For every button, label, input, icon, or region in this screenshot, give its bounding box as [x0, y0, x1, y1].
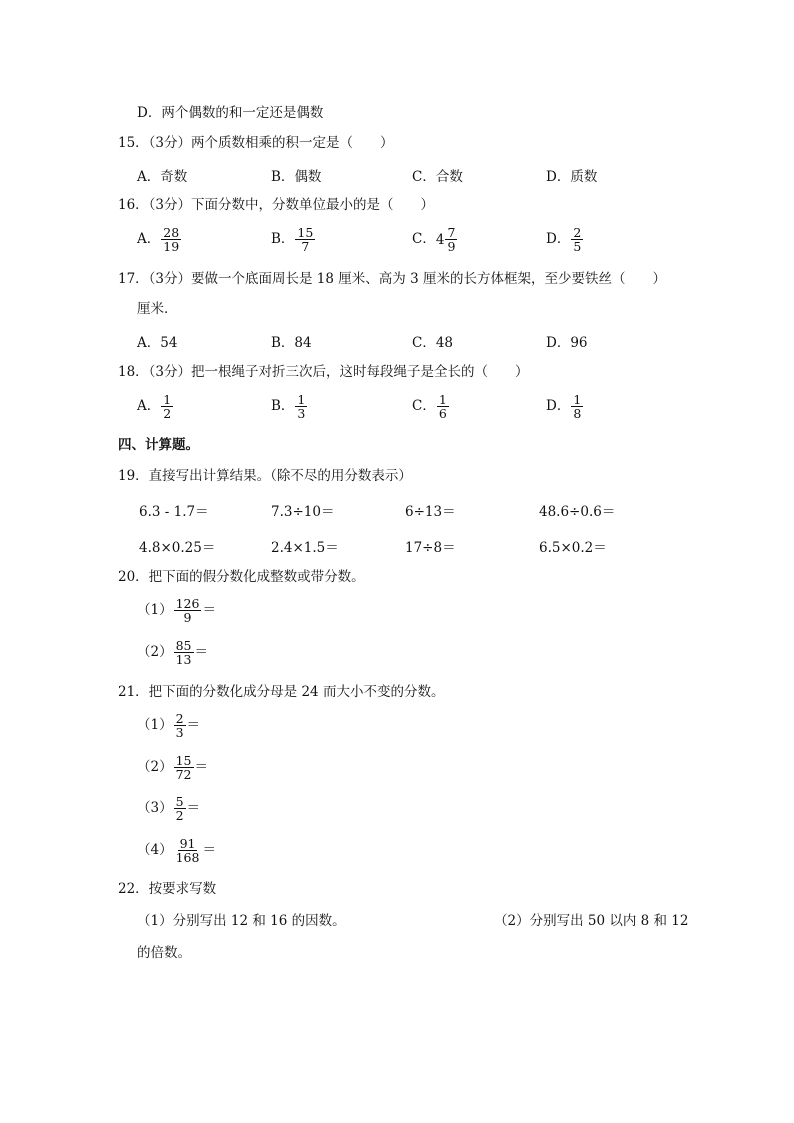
q20-stem: 20．把下面的假分数化成整数或带分数。 [118, 569, 365, 585]
item-label: （1） [137, 717, 173, 733]
q19-expr: 6.3 - 1.7＝ [139, 504, 209, 520]
q19-expr: 48.6÷0.6＝ [539, 504, 616, 520]
mixed-number [436, 226, 459, 253]
section-4-title: 四、计算题。 [118, 437, 199, 453]
equals-sign: ＝ [194, 644, 208, 660]
fraction [571, 393, 583, 420]
denominator: 6 [438, 406, 447, 421]
option-label: D． [546, 231, 571, 247]
numerator: 85 [175, 638, 192, 653]
q21-item-4 [137, 837, 216, 864]
fraction [174, 837, 202, 864]
q19-stem: 19．直接写出计算结果。（除不尽的用分数表示） [118, 468, 412, 484]
fraction [445, 226, 457, 253]
q15-option-b: B．偶数 [271, 169, 322, 185]
q15-option-c: C．合数 [412, 169, 463, 185]
fraction [571, 226, 583, 253]
numerator: 2 [175, 711, 184, 726]
q15-option-d: D．质数 [546, 169, 598, 185]
option-label: A． [137, 231, 161, 247]
q17-stem: 17．（3分）要做一个底面周长是 18 厘米、高为 3 厘米的长方体框架，至少要铁丝（ ） [118, 271, 666, 287]
numerator: 28 [163, 225, 180, 240]
q18-stem: 18．（3分）把一根绳子对折三次后，这时每段绳子是全长的（ ） [118, 364, 529, 380]
option-label: C． [412, 231, 436, 247]
q21-item-2 [137, 754, 208, 781]
numerator: 1 [438, 392, 447, 407]
q18-option-d [546, 393, 584, 420]
denominator: 9 [183, 610, 192, 625]
equals-sign: ＝ [186, 717, 201, 733]
whole-part: 4 [435, 231, 445, 248]
q19-expr: 6.5×0.2＝ [539, 540, 607, 556]
q16-option-b [271, 226, 316, 253]
denominator: 13 [175, 652, 192, 667]
denominator: 9 [447, 239, 456, 254]
q17-stem-cont: 厘米． [137, 301, 178, 317]
item-label: （1） [137, 602, 173, 618]
fraction [161, 226, 181, 253]
numerator: 15 [297, 225, 314, 240]
numerator: 1 [297, 392, 306, 407]
option-label: B． [271, 398, 295, 414]
fraction [174, 754, 194, 781]
q14-option-d: D．两个偶数的和一定还是偶数 [137, 105, 324, 121]
denominator: 8 [573, 406, 582, 421]
equals-sign: ＝ [186, 800, 201, 816]
q17-option-d: D．96 [546, 335, 588, 351]
fraction [295, 226, 315, 253]
denominator: 72 [175, 767, 192, 782]
option-label: A． [137, 398, 161, 414]
q16-option-d [546, 226, 584, 253]
q22-stem: 22．按要求写数 [118, 881, 217, 897]
denominator: 5 [573, 239, 582, 254]
q16-option-c [412, 226, 458, 253]
numerator: 15 [175, 753, 192, 768]
q17-option-a: A．54 [137, 335, 178, 351]
q18-option-c [412, 393, 450, 420]
denominator: 3 [175, 725, 184, 740]
equals-sign: ＝ [202, 602, 216, 618]
numerator: 126 [175, 596, 200, 611]
numerator: 1 [163, 392, 172, 407]
q20-item-2 [137, 639, 208, 666]
item-label: （3） [137, 800, 173, 816]
q16-stem: 16．（3分）下面分数中，分数单位最小的是（ ） [118, 197, 435, 213]
q16-option-a [137, 226, 182, 253]
denominator: 2 [175, 808, 184, 823]
q18-option-b [271, 393, 308, 420]
denominator: 19 [163, 239, 180, 254]
q21-item-3 [137, 795, 200, 822]
equals-sign: ＝ [202, 842, 216, 858]
item-label: （2） [137, 759, 173, 775]
q18-option-a [137, 393, 174, 420]
q22-part-2-cont: 的倍数。 [137, 945, 191, 961]
denominator: 2 [163, 406, 172, 421]
q19-expr: 6÷13＝ [405, 504, 456, 520]
numerator: 5 [175, 794, 184, 809]
numerator: 1 [573, 392, 582, 407]
q20-item-1 [137, 597, 216, 624]
denominator: 7 [301, 239, 310, 254]
item-label: （2） [137, 644, 173, 660]
fraction [174, 639, 194, 666]
q21-stem: 21．把下面的分数化成分母是 24 而大小不变的分数。 [118, 684, 445, 700]
fraction [174, 597, 202, 624]
q19-expr: 4.8×0.25＝ [139, 540, 216, 556]
q22-part-2: （2）分别写出 50 以内 8 和 12 [494, 913, 689, 929]
denominator: 3 [297, 406, 306, 421]
option-label: C． [412, 398, 436, 414]
q17-option-b: B．84 [271, 335, 312, 351]
numerator: 2 [573, 225, 582, 240]
q19-expr: 7.3÷10＝ [271, 504, 335, 520]
q15-stem: 15．（3分）两个质数相乘的积一定是（ ） [118, 135, 394, 151]
q19-expr: 17÷8＝ [405, 540, 456, 556]
q19-expr: 2.4×1.5＝ [271, 540, 339, 556]
fraction [295, 393, 307, 420]
fraction [437, 393, 449, 420]
numerator: 7 [447, 225, 456, 240]
equals-sign: ＝ [194, 759, 208, 775]
option-label: D． [546, 398, 571, 414]
q22-part-1: （1）分别写出 12 和 16 的因数。 [137, 913, 346, 929]
q15-option-a: A．奇数 [137, 169, 188, 185]
denominator: 168 [175, 850, 200, 865]
q17-option-c: C．48 [412, 335, 454, 351]
fraction [161, 393, 173, 420]
item-label: （4） [137, 842, 173, 858]
option-label: B． [271, 231, 295, 247]
fraction [174, 712, 186, 739]
numerator: 91 [179, 836, 196, 851]
fraction [174, 795, 186, 822]
q21-item-1 [137, 712, 200, 739]
